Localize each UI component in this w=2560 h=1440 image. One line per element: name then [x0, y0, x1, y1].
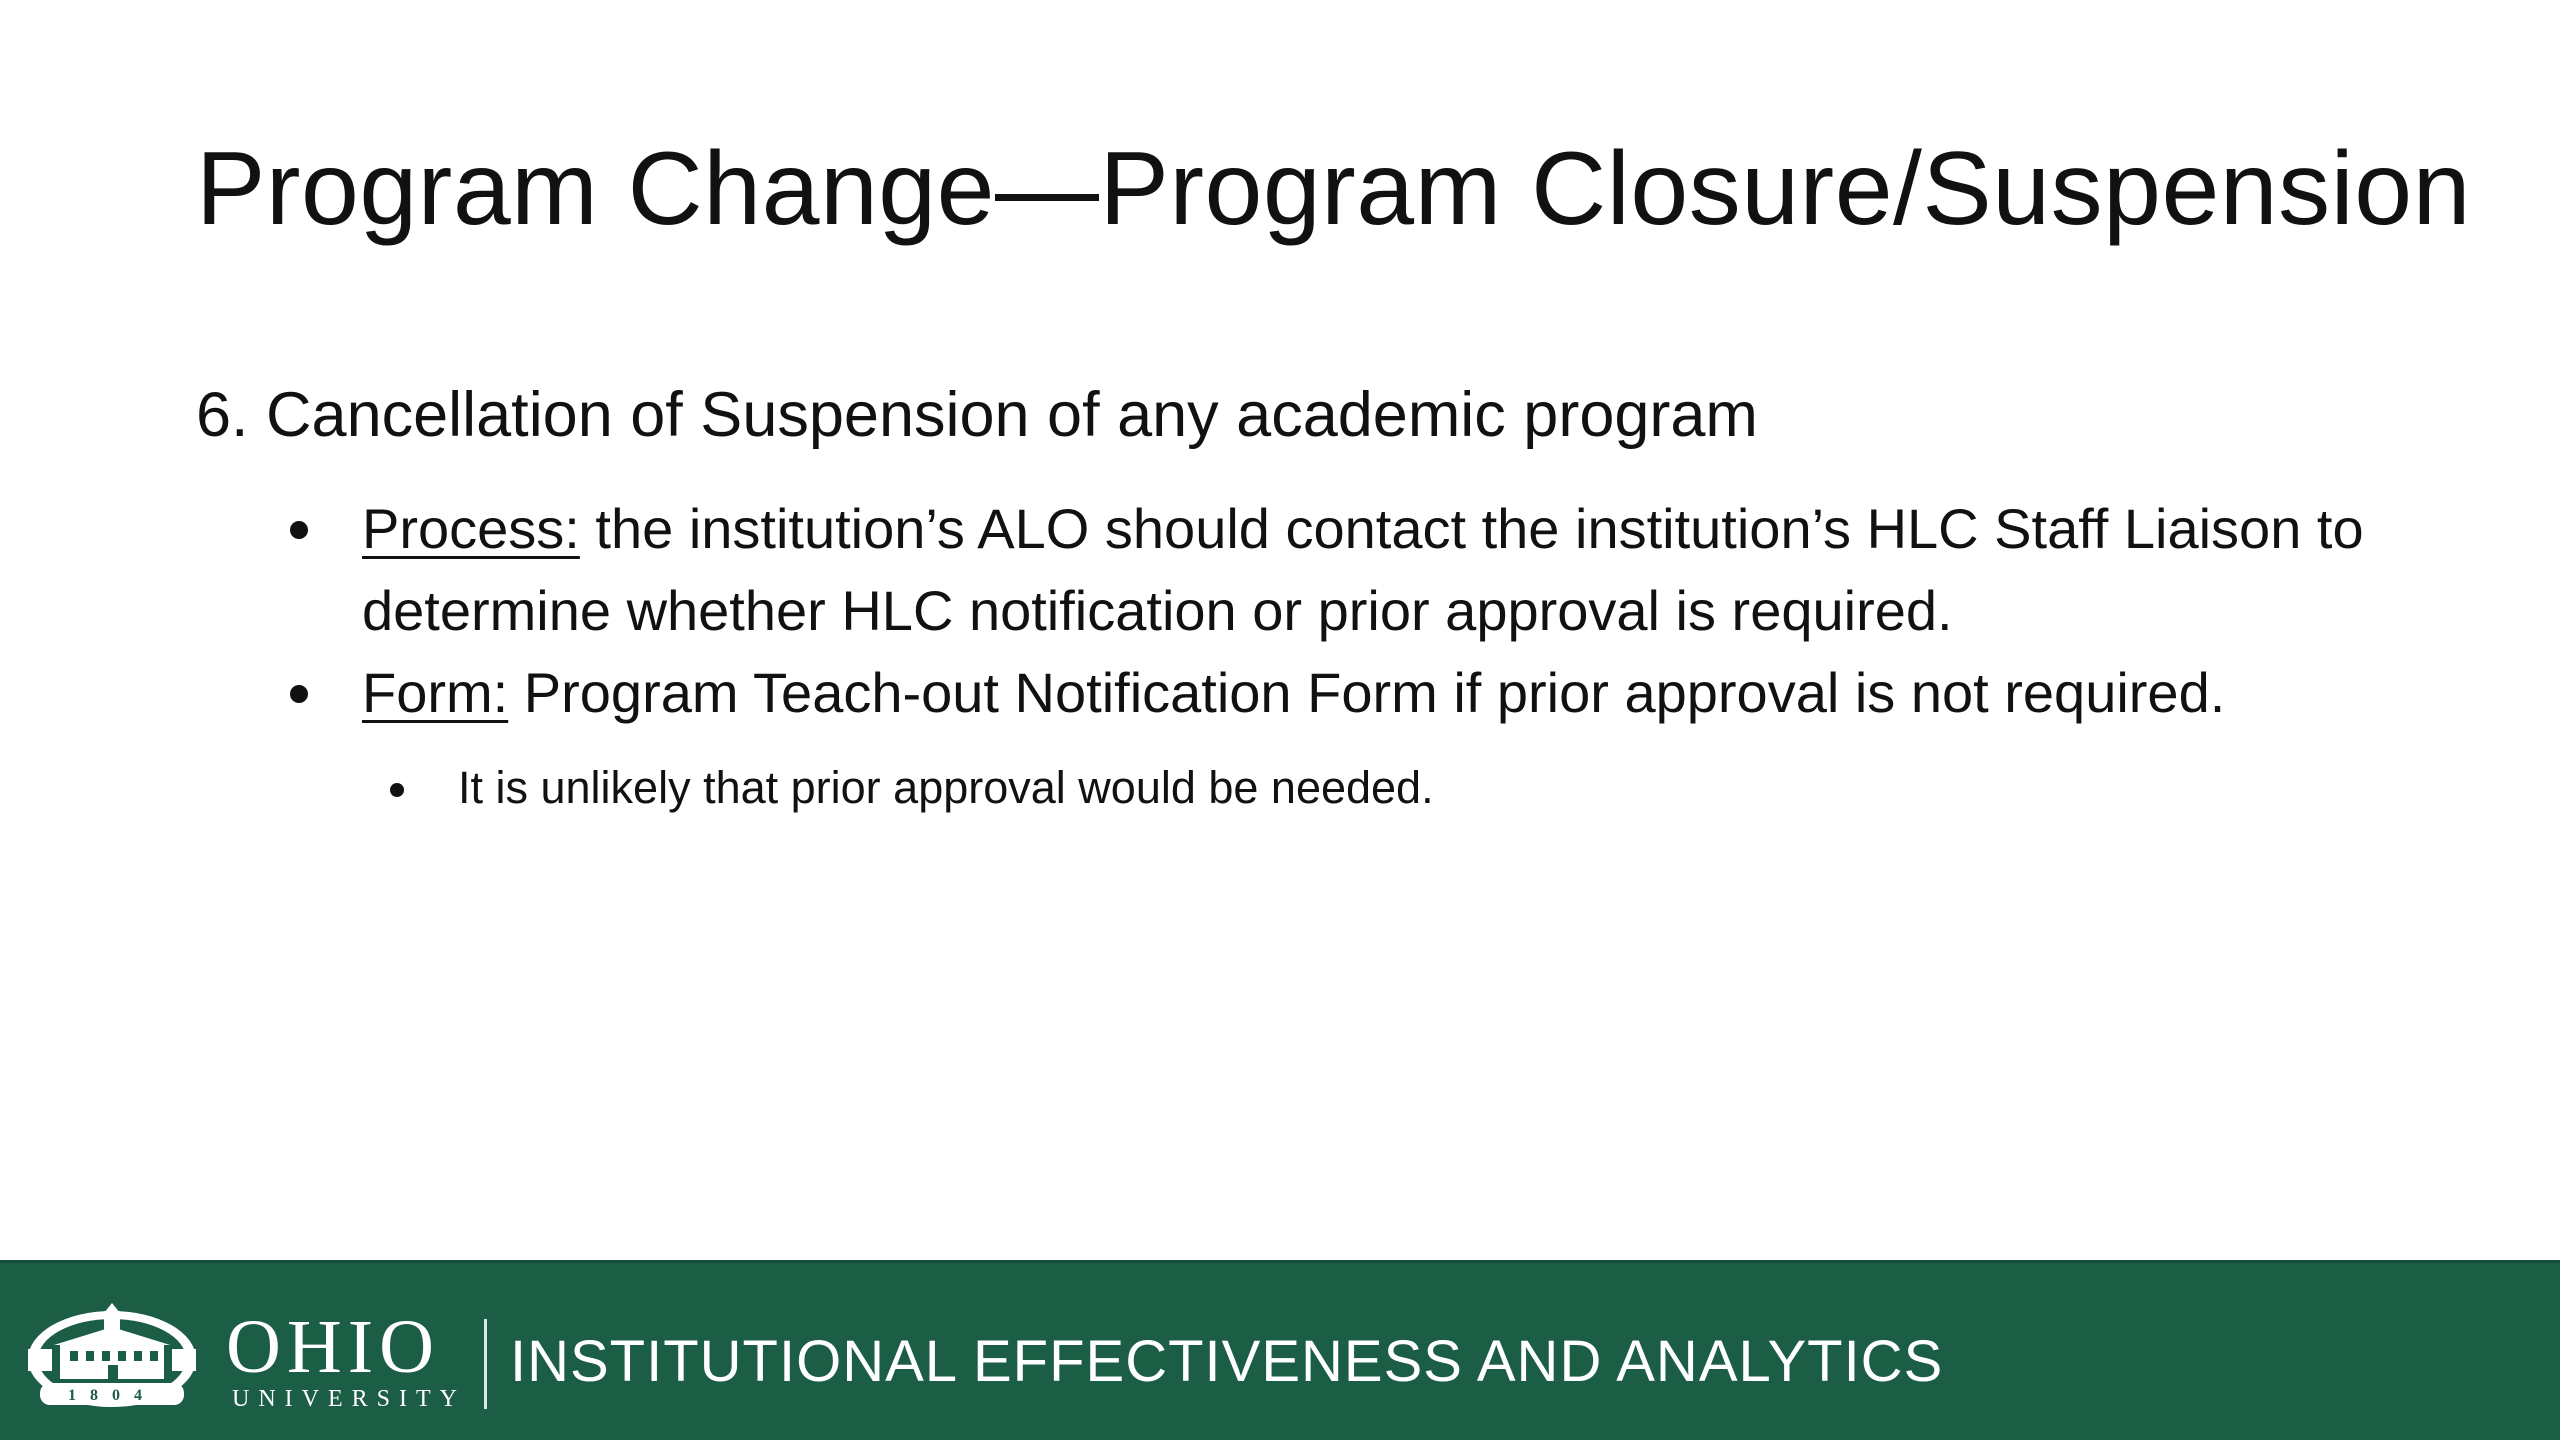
bullet-label: Process: [362, 497, 580, 560]
logo-subtitle: UNIVERSITY [232, 1386, 466, 1412]
sub-bullet-list [390, 756, 1434, 820]
slide-title: Program Change—Program Closure/Suspension [196, 131, 2471, 247]
section-heading: 6. Cancellation of Suspension of any academic program [196, 380, 1758, 450]
bullet-label: Form: [362, 661, 509, 724]
footer-banner [0, 1260, 2560, 1440]
department-name: INSTITUTIONAL EFFECTIVENESS AND ANALYTICS [510, 1329, 1944, 1394]
ohio-university-seal-icon [24, 1303, 200, 1411]
bullet-text: the institution’s ALO should contact the institution’s HLC Staff Liaison to determine whether HLC notification or prior approval is required. [362, 497, 2364, 642]
bullet-dot-icon [290, 521, 308, 539]
bullet-process [290, 488, 2390, 652]
footer-divider [484, 1319, 487, 1409]
bullet-text: Program Teach-out Notification Form if prior approval is not required. [508, 661, 2226, 724]
bullet-dot-icon [290, 685, 308, 703]
bullet-list [290, 488, 2390, 734]
sub-bullet-dot-icon [390, 783, 404, 797]
logo-wordmark: OHIO [226, 1305, 440, 1389]
sub-bullet-text: It is unlikely that prior approval would be needed. [458, 762, 1434, 813]
seal-year: 1804 [68, 1387, 156, 1404]
sub-bullet-item [390, 756, 1434, 820]
bullet-form [290, 652, 2390, 734]
